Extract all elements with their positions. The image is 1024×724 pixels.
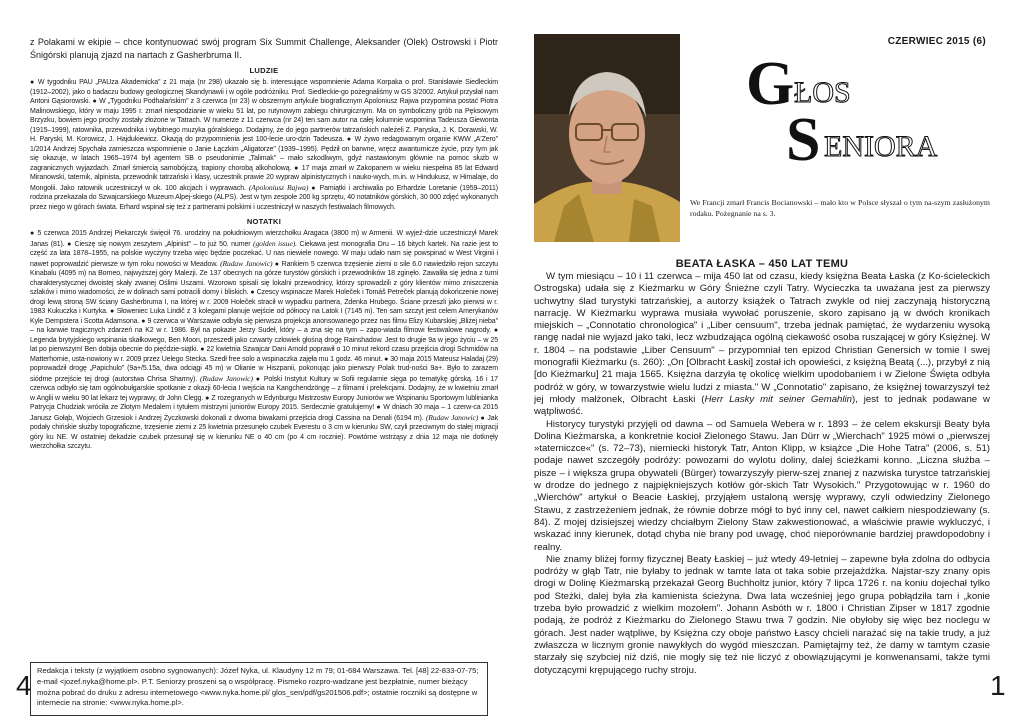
notatki-paragraph — [30, 229, 498, 452]
article-p1-italic: Herr Lasky mit seiner Gemahlin — [704, 393, 852, 405]
portrait-illustration — [534, 34, 680, 242]
ludzie-text: ● W tygodniku PAU „PAUza Akademicka" z 21 maja (nr 298) ukazało się b. interesujące wspomnienie Adama Korpaka o prof. Stanisławie Siedleckim (1912–2002), jako o badaczu budowy geologicznej Skandynawii i w ogóle podróżniku. Prof. Siedleckie-go pożegnaliśmy w GS 3/2002. Artykuł przysłał nam Antoni Gąsiorowski. ● W „Tygodniku Podhalańskim" z 3 czerwca (nr 23) w obszernym artykule biograficznym Apoloniusz Rajwa przypomina postać Piotra Malinowskiego, który w maju 1995 r. zmarł niespodzianie w wieku 51 lat, po rutynowym zabiegu chirurgicznym. Ma on symboliczny grób na Pęksowym Brzyzku, bowiem jego prochy zostały złożone w Tatrach. W numerze z 11 czerwca (nr 24) ten sam autor na całej kolumnie wspomina Tadeusza Giewonta (1915–1999), ratownika, przewodnika i wybitnego muzyka góralskiego. Dodajmy, że do jego partnerów tatrzańskich należeli Z. Paryska, J. K. Dorawski, W. H. Paryski, M. Korowicz, J. Hajdukiewicz. Okazją do przypomnienia jest 100-lecie uro-dzin Tadeusza. ● W żywo redagowanym organie KWW „A'Zero" 1/2014 Andrzej Spychała zamieszcza wspomnienie o Janie Łączkim „Aligatorze" (1939–1995). Pędził on barwne, wręcz awanturnicze życie, przy tym jak się okazuje, w latach 1965–1974 był agentem SB o pseudonimie „Talimak" – mało szkodliwym, gdyż nastawionym głównie na pomoc służb w zagranicznych wyjazdach. Zmarł śmiercią samobójczą, trapiony chorobą alkoholową. ● 17 maja zmarł w Zakopanem w wieku niespełna 85 lat Edward Miranowski, taternik, alpinista, przewodnik tatrzański i klasy, uczestnik prawie 20 wypraw alpinistycznych i nauko-wych, m.in. w Hindukusz, w Himalaje, do Mongolii. Jako ratownik uczestniczył w ok. 100 akcjach i wyprawach. — [30, 79, 498, 192]
page-number-right: 1 — [990, 670, 1006, 701]
editorial-box: Redakcja i teksty (z wyjątkiem osobno sygnowanych): Józef Nyka, ul. Klaudyny 12 m 79; 01-684 Warszawa. Tel. [48] 22-833-07-75; e-mail <jozef.nyka@home.pl>. P.T. Seniorzy proszeni są o współpracę. Pismeko rozpro-wadzane jest bezpłatnie, numer bieżący można pobrać do druku z adresu internetowego <www.nyka.home.pl/ glos_sen/pdf/gs201506.pdf>; ostatnie roczniki są dostępne w internecie na stronie: <www.nyka.home.pl>. — [30, 662, 488, 716]
logo-los: ŁOS — [794, 76, 851, 109]
portrait-photo — [534, 34, 680, 242]
notatki-citation-1: (golden issue). — [253, 238, 297, 248]
notatki-citation-2: (Rudaw Janowic) — [220, 258, 273, 268]
notatki-text-5: ● Jak podały chińskie służby topograficzne, trzęsienie ziemi z 25 kwietnia przesunęło czubek Everestu o 3 cm w kierunku SW, czyli przeciwnym do stałej migracji góry ku NE. W ostatniej dekadzie czubek przesunął się w kierunku NE o 40 cm (po 4 cm rocznie). Powtórne wstrząsy z dnia 12 maja nie dotknęły wierzchołka szczytu. — [30, 414, 498, 450]
section-title-ludzie: LUDZIE — [249, 66, 279, 75]
page-number-left: 4 — [16, 670, 32, 701]
logo-eniora: ENIORA — [824, 130, 938, 163]
publication-logo — [746, 48, 990, 168]
article-paragraph-3: Nie znamy bliżej formy fizycznej Beaty Łaskiej – już wtedy 49-letniej – zapewne była zdolna do odbycia podróży w głąb Tatr, nie byłaby to jednak w tamte lata ot taka sobie przejażdżka. Najstar-szy znany opis drogi w Dolinę Kieżmarską przekazał Georg Buchholtz junior, który 7 lipca 1726 r. na koniu dojechał tylko pod Steżki, dalej była zła kamienista ścieżyna. Dwa lata wcześniej jego grupa pobłądziła tam i „konie trzeba było prowadzić z wielkim mozołem". Johann Asbóth w r. 1800 i Christian Zipser w 1817 zgodnie podają, że podróż z Kieżmarku do Zielonego Stawu trwa 7 godzin. Nie obyłoby się więc bez noclegu w górach. Jest nader wątpliwe, by Księżna czy oboje państwo Łascy chcieli narażać się na takie trudy, a już zwłaszcza w licznym gronie nawykłych do wygód mieszczan. Pamiętajmy też, że damy w tamtym czasie starzały się szybciej niż dziś, nie mogły się też nie liczyć z obowiązującymi je konwenansami, także tymi dotyczącymi krępującego ruchy stroju. — [534, 553, 990, 676]
ludzie-paragraph — [30, 78, 498, 212]
right-column — [534, 30, 990, 710]
left-column — [30, 36, 498, 686]
article-p1-end: ), jest to jednak podawane w wątpliwość. — [534, 393, 990, 418]
notatki-citation-4: (Rudaw Janowic) — [425, 412, 479, 422]
ludzie-text-2: ● Pamiątki i archiwalia po Erhardzie Loretanie (1959–2011) rodzina przekazała do Szwajcarskiego Muzeum Alpej-skiego (ALPS). Jest w tym zespole 200 kg sprzętu, 40 notatników górskich, 30 000 zdjęć wykonanych przez niego w górach świata. Erhard wspinał się też z partnerami polskimi i uczestniczył w naszych festiwalach filmowych. — [30, 184, 498, 211]
logo-g: G — [746, 50, 795, 118]
logo-s: S — [786, 106, 821, 168]
issue-date: CZERWIEC 2015 (6) — [887, 36, 986, 47]
article-p1-text: W tym miesiącu – 10 i 11 czerwca – mija 450 lat od czasu, kiedy księżna Beata Łaska (z Ko-ścieleckich Ostrogska) udała się z Kieżmarku w Góry Śnieżne czyli Tatry. Wycieczka ta uważana jest za pierwszy uchwytny ślad turystyki tatrzańskiej, a autorzy książek o Tatrach zwykle od niej zaczynają historyczną narrację. W Kieżmarku wyprawa musiała wywołać poruszenie, skoro zapisano ją w dwóch kronikach miejskich – „Connotatio chronologica" i „Liber censuum", trzeba jednak pamiętać, że wydarzeniu wysoką rangę nadał nie wyjazd jako taki, lecz wzbudzająca ogólną ciekawość osoba ruszającej w góry Księżnej. W r. 1804 – na podstawie „Liber Censuum" – przypomniał ten epizod Christian Genersich w tomie I swej monografii Kieżmarku (s. 260): „On [Olbracht Łaski] został ich opowieści, z księżną Beatą (...), przybył z nią [do Kieżmarku] 21 maja 1565. Księżna darzyła tę okolicę wielkim upodobaniem i w Zielone Święta odbyła podróż w góry, w towarzystwie wielu ludzi z miasta." W „Connotatio" zapisano, że księżnej towarzyszył też jej młody małżonek, Olbracht Łaski ( — [534, 271, 990, 405]
intro-paragraph: z Polakami w ekipie – chce kontynuować swój program Six Summit Challenge, Aleksander (Olek) Ostrowski i Piotr Śnigórski planują zjazd na nartach z Gasherbruma II. — [30, 37, 498, 60]
notatki-text-1: ● 5 czerwca 2015 Andrzej Piekarczyk święcił 76. urodziny na południowym wierzchołku Aragaca (3800 m) w Armenii. W wyjeź-dzie uczestniczył Marek Janas (81). ● Cieszę się nowym zeszytem „Alpinist" – to już 50. numer — [30, 230, 498, 248]
notatki-text-3: ● Rankiem 5 czerwca trzęsienie ziemi o sile 6.0 nawiedziło rejon szczytu Kinabalu (4095 m) na Borneo, najwyższej góry Malezji. Ze 137 obecnych na górze turystów górskich i przewodników 18 zginęło. Zawaliła się jedna z turni charakterystycznej dwoistej skały zwanej Oślimi Uszami. Wzorowo spisali się lokalni przewodnicy, którzy sprowadzili z góry klientów mimo zniszczenia szlaków i mimo wiadomości, że w dolinach sami potracili domy i bliskich. ● Czescy wspinacze Marek Holeček i Tomáš Petreček planują dokończenie nowej drogi lewą stroną SW ściany Gasherbruma I, na której w r. 2009 Holeček stracił w wypadku partnera, Zdenka Hrubego. Ściane przeszli jako pierwsi w r. 1983 Kukuczka i Kurtyka. ● Słoweniec Luka Lindič z 3 kolegami planuje wejście od północy na Latok I (7145 m). Ten sam szczyt jest celem Amerykanów Kyle Dempstera i Scotta Adamsona. ● 9 czerwca w Warszawie odbyła się pierwsza projekcja anonsowanego przez nas filmu Elizy Kubarskiej „Bliżej nieba" – na kanwie tragicznych zdarzeń na K2 w r. 1986. Był na pokazie Jerzy Sudeł, który – a zna się na tym – zapo-wiada filmowi festiwalowe nagrody. ● Legenda brytyjskiego wspinania skałkowego, Ben Moon, przeszedł jako czwarty człowiek głośną drogę Rainshadow. Jest to drugie 9a w jego życiu – w 25 lat po pierwszym! Ben dobija obecnie do pięćdzie-siątki. ● 22 kwietnia Szwajcar Dani Arnold poprawił o 10 minut rekord czasu przejścia drogi Schmidów na Matterhornie, usta-nowiony w r. 2009 przez Uelego Stecka. Szedł free solo a wspinaczka zajęła mu 1 godz. 46 minut. ● 30 maja 2015 Mateusz Haladaj (29) poprowadził drogę „Papichulo" (9a+/5.15a, dwa odciągi 45 m) w Olianie w Hiszpanii, pokonując jako pierwszy Polak trud-ności 9a+. Było to zarazem siódme przejście tej drogi (autorstwa Chrisa Sharmy). — [30, 260, 498, 383]
photo-caption: We Francji zmarł Francis Bocianowski – mało kto w Polsce słyszał o tym na-szym zasłużonym rodaku. Pożegnanie na s. 3. — [690, 198, 990, 218]
article-paragraph-1 — [534, 271, 990, 419]
article-body — [534, 271, 990, 677]
article-title: BEATA ŁASKA – 450 LAT TEMU — [675, 258, 849, 270]
ludzie-citation: (Apoloniusz Rajwa) — [248, 182, 309, 192]
notatki-text-4: ● Polski Instytut Kultury w Sofii regularnie sięga po tematykę górską. 16 i 17 czerwca odbyło się tam ogólnobułgarskie spotkanie z okazji 60-lecia I wejścia na Kangchendzöngę – z filmami i prelekcjami. Dodajmy, że w kwietniu zmarł w Anglii w wieku 90 lat lekarz tej wyprawy, dr John Clegg. ● Z rozegranych w Edynburgu Mistrzostw Europy Juniorów we Wspinaniu Sportowym lublinianka Patrycja Chudziak wróciła ze Złotym Medalem i tytułem mistrzyni juniorów Europy 2015. Serdecznie gratulujemy! ● W dniach 30 maja – 1 czerw-ca 2015 Janusz Gołąb, Wojciech Grzesiok i Andrzej Życzkowski dokonali z dwoma biwakami przejścia drogi Cassina na Denali (6194 m). — [30, 375, 498, 422]
section-title-notatki: NOTATKI — [246, 217, 282, 226]
article-paragraph-2: Historycy turystyki przyjęli od dawna – od Samuela Webera w r. 1893 – że celem ekskursji Beaty była Dolina Kieżmarska, a konkretnie kocioł Zielonego Stawu. Jan Dürr w „Wierchach" 1925 mówi o „pierwszej »taterniczce«" (s. 72–73), niemiecki historyk Tatr, Anton Klipp, w książce „Die Hohe Tatra" (2006, s. 51) podaje nawet szczegóły podróży: powozami do wylotu doliny, dalej ścieżkami konno. „Liczna służba – pisze – i większa grupa obywateli (Bürger) towarzyszyły pierw-szej znanej z nazwiska turystce tatrzańskiej w drodze do jednego z najpiękniejszych kotłów gór-skich Tatr Wysokich." Przygotowując w r. 1960 do „Wierchów" artykuł o Beacie Łaskiej, przyjąłem ustaloną wersję wyprawy, czyli odwiedziny Zielonego Stawu, z zastrzeżeniem jednak, że równie dobrze mógł to być inny cel, nawet całkiem niespodziewany (s. 84). Z mojej dzisiejszej wiedzy chciałbym Zielony Staw zakwestionować, a właściwie prawie wykluczyć, i wskazać inny kierunek, dotąd chyba nie brany pod uwagę, choć nieporównanie bardziej prawdopodobny i realny. — [534, 418, 990, 553]
notatki-text-2: Ciekawa jest monografia Dru – 16 bitych kartek. Na razie jest to część za lata 1878–1955, na polskie wyczyny trzeba więc będzie poczekać. U nas niewiele nowego. W maju udało nam się powspinać w West Virginii i nawet poprowadzić pierwsze w tym roku nowości w Meadow. — [30, 240, 498, 268]
notatki-citation-3: (Rudaw Janowic) — [199, 373, 253, 383]
